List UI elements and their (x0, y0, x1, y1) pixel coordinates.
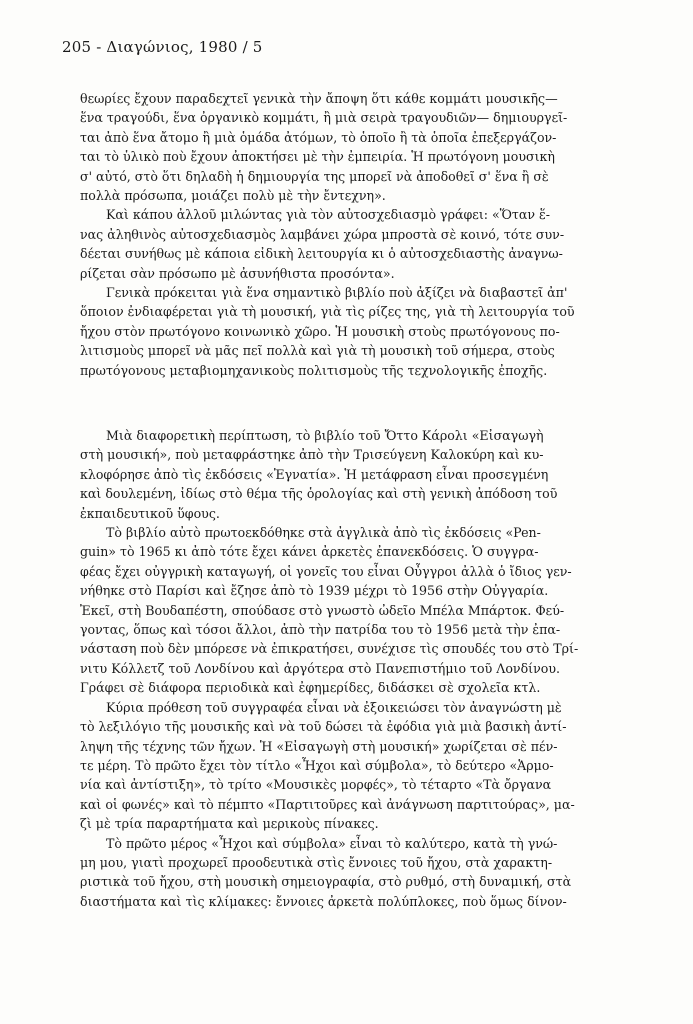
text-line: Ἐκεῖ, στὴ Βουδαπέστη, σπούδασε στὸ γνωστὸ ὠδεῖο Μπέλα Μπάρτοκ. Φεύ- (80, 602, 565, 618)
text-line: ἕνα τραγούδι, ἕνα ὀργανικὸ κομμάτι, ἢ μιὰ σειρὰ τραγουδιῶν— δημιουργεῖ- (80, 110, 568, 126)
text-line: νάσταση ποὺ δὲν μπόρεσε νὰ ἐπικρατήσει, συνέχισε τὶς σπουδές του στὸ Τρί- (80, 641, 579, 657)
text-line: Γενικὰ πρόκειται γιὰ ἕνα σημαντικὸ βιβλίο ποὺ ἀξίζει νὰ διαβαστεῖ ἀπ' (106, 285, 568, 301)
text-line: καὶ δουλεμένη, ἰδίως στὸ θέμα τῆς ὁρολογίας καὶ στὴ γενικὴ ἀπόδοση τοῦ (80, 486, 558, 502)
text-line: ρίζεται σὰν πρόσωπο μὲ ἀσυνήθιστα προσόντα». (80, 265, 395, 281)
text-line: καὶ οἱ φωνές» καὶ τὸ πέμπτο «Παρτιτοῦρες καὶ ἀνάγνωση παρτιτούρας», μα- (80, 796, 575, 812)
text-line: σ' αὐτό, στὸ ὅτι δηλαδὴ ἡ δημιουργία της μπορεῖ νὰ ἀποδοθεῖ σ' ἕνα ἢ σὲ (80, 168, 549, 184)
text-line: γοντας, ὅπως καὶ τόσοι ἄλλοι, ἀπὸ τὴν πατρίδα του τὸ 1956 μετὰ τὴν ἐπα- (80, 622, 561, 638)
text-line: ζὶ μὲ τρία παραρτήματα καὶ μερικοὺς πίνακες. (80, 816, 379, 832)
text-line: πρωτόγονους μεταβιομηχανικοὺς πολιτισμοὺς τῆς τεχνολογικῆς ἐποχῆς. (80, 362, 548, 378)
running-header: 205 - Διαγώνιος, 1980 / 5 (62, 38, 263, 56)
text-line: φέας ἔχει οὐγγρικὴ καταγωγή, οἱ γονεῖς του εἶναι Οὖγγροι ἀλλὰ ὁ ἴδιος γεν- (80, 563, 572, 579)
text-section-1 (80, 89, 632, 380)
paragraph (80, 426, 632, 523)
text-line: θεωρίες ἔχουν παραδεχτεῖ γενικὰ τὴν ἄποψη ὅτι κάθε κομμάτι μουσικῆς— (80, 91, 558, 106)
text-line: Τὸ βιβλίο αὐτὸ πρωτοεκδόθηκε στὰ ἀγγλικὰ ἀπὸ τὶς ἐκδόσεις «Pen- (106, 525, 541, 541)
paragraph (80, 89, 632, 205)
text-line: νία καὶ ἀντίστιξη», τὸ τρίτο «Μουσικὲς μορφές», τὸ τέταρτο «Τὰ ὄργανα (80, 777, 552, 793)
text-line: ται ἀπὸ ἕνα ἄτομο ἢ μιὰ ὁμάδα ἀτόμων, τὸ ὁποῖο ἢ τὰ ὁποῖα ἐπεξεργάζον- (80, 129, 557, 145)
text-line: ἤχου στὸν πρωτόγονο κοινωνικὸ χῶρο. Ἡ μουσικὴ στοὺς πρωτόγονους πο- (80, 323, 560, 339)
text-line: Καὶ κάπου ἀλλοῦ μιλώντας γιὰ τὸν αὐτοσχεδιασμὸ γράφει: «Ὅταν ἕ- (106, 207, 550, 223)
text-line: Γράφει σὲ διάφορα περιοδικὰ καὶ ἐφημερίδες, διδάσκει σὲ σχολεῖα κτλ. (80, 680, 541, 696)
text-line: στὴ μουσική», ποὺ μεταφράστηκε ἀπὸ τὴν Τρισεύγενη Καλοκύρη καὶ κυ- (80, 447, 544, 463)
text-line: Τὸ πρῶτο μέρος «Ἦχοι καὶ σύμβολα» εἶναι τὸ καλύτερο, κατὰ τὴ γνώ- (106, 835, 558, 851)
paragraph (80, 523, 632, 698)
paragraph (80, 205, 632, 283)
text-line: τὸ λεξιλόγιο τῆς μουσικῆς καὶ νὰ τοῦ δώσει τὰ ἐφόδια γιὰ μιὰ βασικὴ ἀντί- (80, 719, 567, 735)
text-line: μη μου, γιατὶ προχωρεῖ προοδευτικὰ στὶς ἔννοιες τοῦ ἤχου, στὰ χαρακτη- (80, 854, 553, 870)
text-line: ληψη τῆς τέχνης τῶν ἤχων. Ἡ «Εἰσαγωγὴ στὴ μουσική» χωρίζεται σὲ πέν- (80, 738, 558, 754)
text-line: ἐκπαιδευτικοῦ ὕφους. (80, 505, 220, 521)
paragraph (80, 698, 632, 834)
text-line: λιτισμοὺς μπορεῖ νὰ μᾶς πεῖ πολλὰ καὶ γιὰ τὴ μουσικὴ τοῦ σήμερα, στοὺς (80, 343, 555, 359)
text-line: ριστικὰ τοῦ ἤχου, στὴ μουσικὴ σημειογραφία, στὸ ρυθμό, στὴ δυναμική, στὰ (80, 874, 572, 890)
text-line: Κύρια πρόθεση τοῦ συγγραφέα εἶναι νὰ ἐξοικειώσει τὸν ἀναγνώστη μὲ (106, 699, 562, 715)
text-line: διαστήματα καὶ τὶς κλίμακες: ἔννοιες ἀρκετὰ πολύπλοκες, ποὺ ὅμως δίνον- (80, 893, 567, 909)
text-line: νιτυ Κόλλετζ τοῦ Λονδίνου καὶ ἀργότερα στὸ Πανεπιστήμιο τοῦ Λονδίνου. (80, 660, 560, 676)
text-line: ται τὸ ὑλικὸ ποὺ ἔχουν ἀποκτήσει μὲ τὴν ἐμπειρία. Ἡ πρωτόγονη μουσικὴ (80, 149, 555, 165)
text-line: νήθηκε στὸ Παρίσι καὶ ἔζησε ἀπὸ τὸ 1939 μέχρι τὸ 1956 στὴν Οὐγγαρία. (80, 583, 549, 599)
text-line: κλοφόρησε ἀπὸ τὶς ἐκδόσεις «Ἐγνατία». Ἡ μετάφραση εἶναι προσεγμένη (80, 466, 549, 482)
text-section-2 (80, 426, 632, 911)
text-line: Μιὰ διαφορετικὴ περίπτωση, τὸ βιβλίο τοῦ Ὄττο Κάρολι «Εἰσαγωγὴ (106, 428, 544, 443)
text-line: νας ἀληθινὸς αὐτοσχεδιασμὸς λαμβάνει χώρα μπροστὰ σὲ κοινό, τότε συν- (80, 226, 565, 242)
text-line: guin» τὸ 1965 κι ἀπὸ τότε ἔχει κάνει ἀρκετὲς ἐπανεκδόσεις. Ὁ συγγρα- (80, 544, 539, 560)
paragraph (80, 834, 632, 912)
text-line: ὅποιον ἐνδιαφέρεται γιὰ τὴ μουσική, γιὰ τὶς ρίζες της, γιὰ τὴ λειτουργία τοῦ (80, 304, 575, 320)
text-line: πολλὰ πρόσωπα, μοιάζει πολὺ μὲ τὴν ἔντεχνη». (80, 188, 386, 204)
paragraph (80, 283, 632, 380)
text-line: δέεται συνήθως μὲ κάποια εἰδικὴ λειτουργία κι ὁ αὐτοσχεδιαστὴς ἀναγνω- (80, 246, 563, 262)
text-line: τε μέρη. Τὸ πρῶτο ἔχει τὸν τίτλο «Ἦχοι καὶ σύμβολα», τὸ δεύτερο «Ἁρμο- (80, 757, 554, 773)
